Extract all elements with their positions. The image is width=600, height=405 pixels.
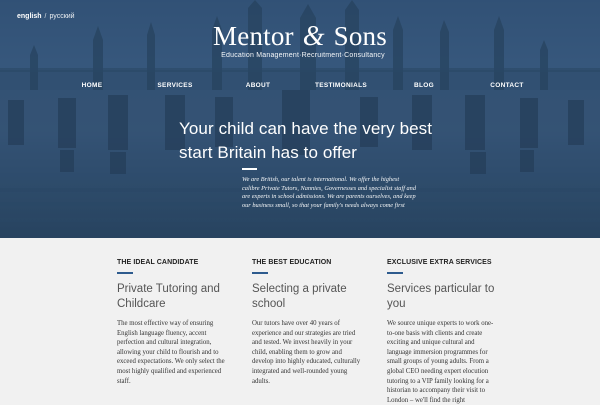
main-navigation — [0, 82, 600, 92]
nav-blog[interactable]: BLOG — [414, 82, 434, 89]
nav-services[interactable]: SERVICES — [157, 82, 193, 89]
nav-contact[interactable]: CONTACT — [490, 82, 524, 89]
column-body: We source unique experts to work one-to-one basis with clients and create exciting and unique cultural and language immersion programmes for small groups of young adults. From a global CEO needing expert elocution tutoring to a VIP family looking for a historian to accompany their visit to London – we'll find the right — [387, 320, 494, 404]
language-english-link[interactable]: english — [17, 13, 42, 20]
language-switcher — [17, 13, 75, 20]
brand-name-part1: Mentor — [213, 21, 294, 51]
nav-home[interactable]: HOME — [81, 82, 103, 89]
brand-name-part2: Sons — [333, 21, 387, 51]
language-separator: / — [44, 13, 47, 20]
nav-about[interactable]: ABOUT — [245, 82, 271, 89]
column-title: Services particular to you — [387, 283, 495, 310]
brand-name — [0, 20, 600, 53]
column-body: The most effective way of ensuring English language fluency, accent perfection and cultural integration, allowing your child to flourish and to exceed expectations. We only select the most highly qualified and experienced staff. — [117, 320, 225, 385]
column-title: Selecting a private school — [252, 283, 347, 310]
column-title: Private Tutoring and Childcare — [117, 283, 220, 310]
column-body: Our tutors have over 40 years of experience and our strategies are tried and tested. We invest heavily in your child, enabling them to grow and develop into highly educated, culturally integrated and well-rounded young adults. — [252, 320, 361, 385]
column-ideal-candidate — [117, 259, 227, 386]
hero-headline — [179, 117, 432, 165]
brand-ampersand: & — [302, 21, 325, 52]
brand-tagline: Education Management·Recruitment·Consultancy — [221, 52, 385, 59]
column-label: THE IDEAL CANDIDATE — [117, 259, 199, 266]
column-best-education — [252, 259, 362, 386]
site-logo[interactable] — [0, 20, 600, 59]
nav-testimonials[interactable]: TESTIMONIALS — [315, 82, 367, 89]
hero-headline-line1: Your child can have the very best — [179, 119, 433, 138]
column-label: THE BEST EDUCATION — [252, 259, 332, 266]
hero-intro-text: We are British, our talent is international. We offer the highest calibre Private Tutors, Nannies, Governesses and specialist staff and are experts in school admissions. We are parents ourselves, and keep our business small, so that your family's needs always come first — [242, 176, 416, 209]
column-extra-services — [387, 259, 497, 405]
hero-divider — [242, 168, 257, 170]
column-accent-bar — [387, 272, 403, 274]
language-russian-link[interactable]: русский — [49, 13, 75, 20]
column-accent-bar — [117, 272, 133, 274]
column-accent-bar — [252, 272, 268, 274]
hero-headline-line2: start Britain has to offer — [179, 143, 358, 162]
column-label: EXCLUSIVE EXTRA SERVICES — [387, 259, 492, 266]
